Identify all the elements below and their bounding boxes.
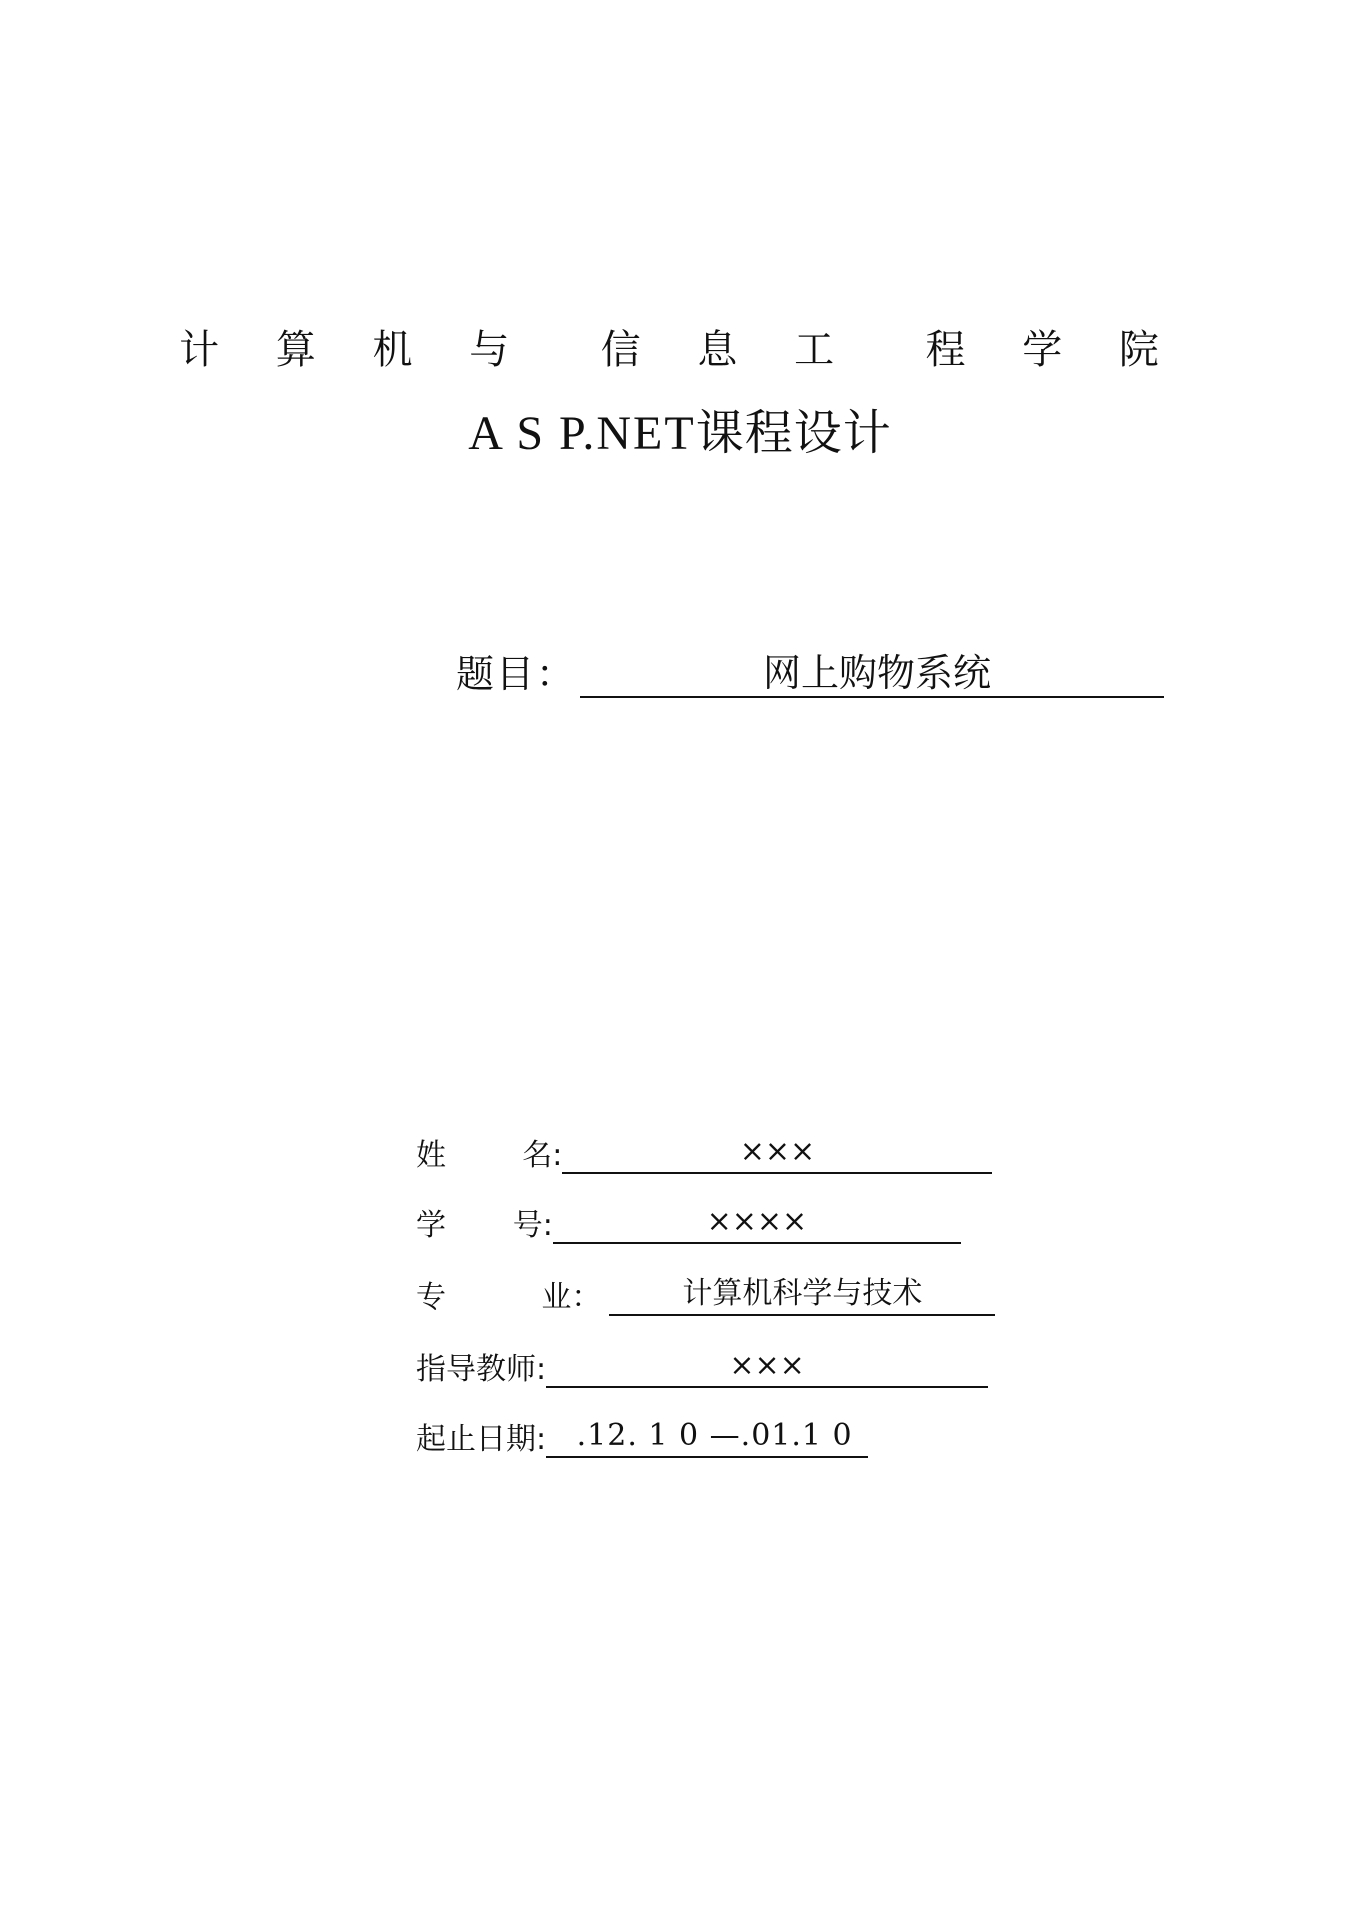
student-id-label: 学 号: <box>416 1208 553 1243</box>
student-id-value: ×××× <box>553 1200 961 1244</box>
advisor-value: ××× <box>546 1344 988 1388</box>
dates-label: 起止日期: <box>416 1422 547 1457</box>
dates-value: .12. 1 0 —.01.1 0 <box>546 1414 868 1458</box>
advisor-label: 指导教师: <box>416 1352 547 1387</box>
dates-row <box>416 1414 868 1458</box>
major-label: 专 业： <box>416 1280 602 1315</box>
topic-label: 题目： <box>456 652 577 696</box>
topic-row <box>456 648 1164 698</box>
course-title-latin: A S P.NET <box>468 407 696 460</box>
name-value: ××× <box>562 1130 992 1174</box>
topic-value: 网上购物系统 <box>580 648 1164 698</box>
advisor-row <box>416 1344 988 1388</box>
major-row <box>416 1272 995 1316</box>
course-title <box>0 394 1360 463</box>
name-label: 姓 名: <box>416 1138 563 1173</box>
student-id-row <box>416 1200 961 1244</box>
major-value: 计算机科学与技术 <box>609 1272 995 1316</box>
college-name: 计 算 机 与 信 息 工 程 学 院 <box>179 327 1181 373</box>
name-row <box>416 1130 992 1174</box>
course-title-cn: 课程设计 <box>695 405 892 461</box>
